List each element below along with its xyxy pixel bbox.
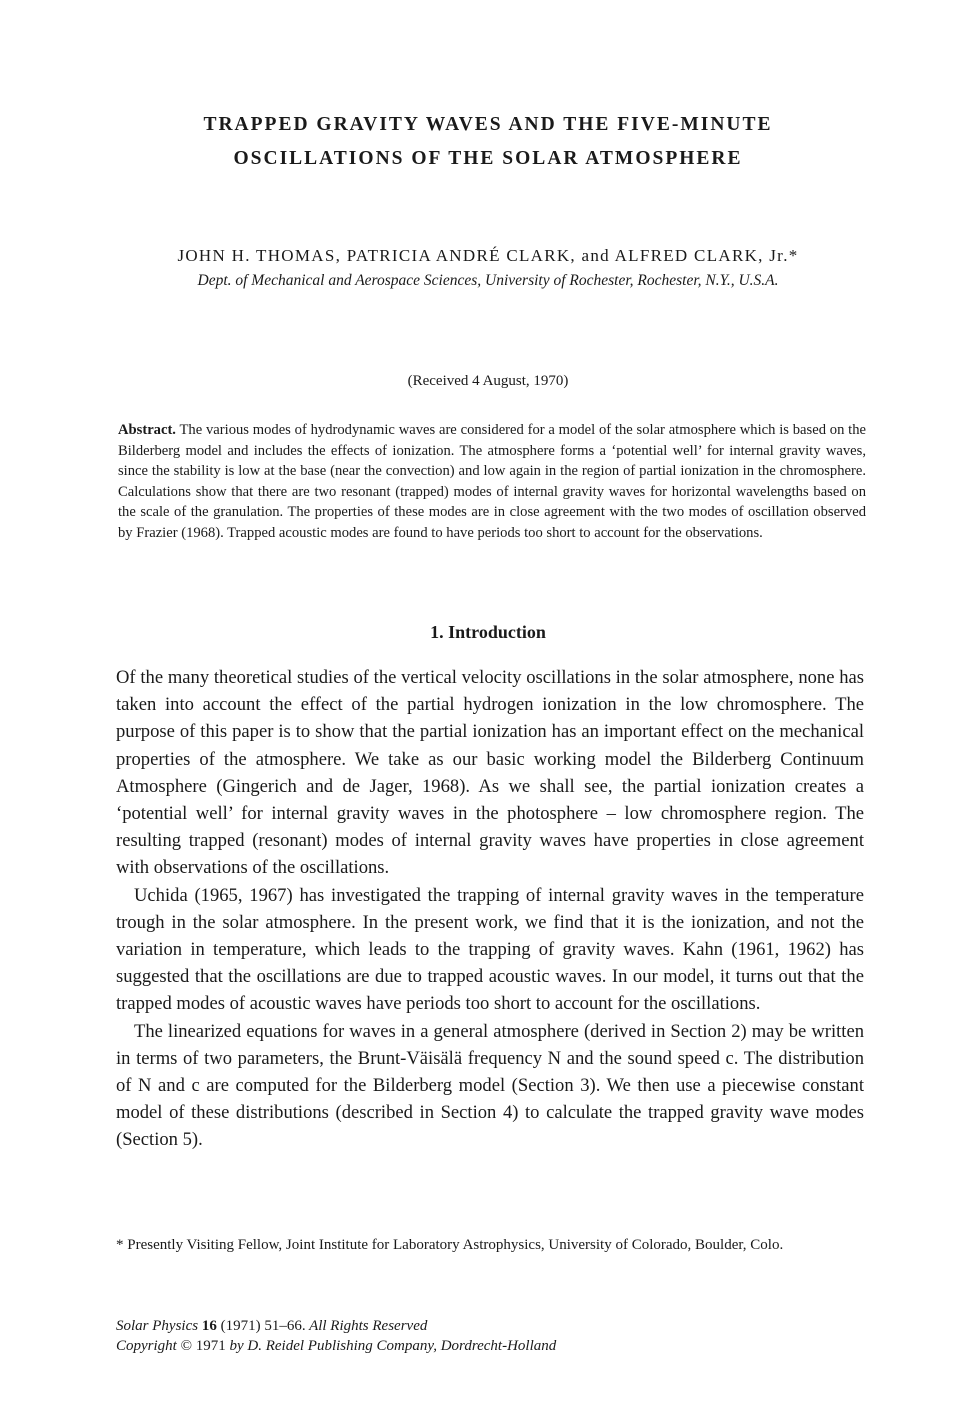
affiliation: Dept. of Mechanical and Aerospace Sciences, University of Rochester, Rochester, N.Y., U.S.A. — [197, 272, 779, 289]
copyright-symbol: © — [180, 1338, 192, 1354]
abstract — [118, 420, 866, 544]
title-line-1: TRAPPED GRAVITY WAVES AND THE FIVE-MINUTE — [203, 114, 773, 135]
received-date: (Received 4 August, 1970) — [407, 373, 569, 389]
journal-name: Solar Physics — [116, 1318, 199, 1334]
publisher: by D. Reidel Publishing Company, Dordrecht-Holland — [229, 1338, 557, 1354]
citation-line-2 — [116, 1336, 864, 1356]
abstract-text: The various modes of hydrodynamic waves are considered for a model of the solar atmosphere which is based on the Bilderberg model and includes the effects of ionization. The atmosphere forms a ‘potential well’ for internal gravity waves, since the stability is low at the base (near the convection) and low again in the region of partial ionization in the chromosphere. Calculations show that there are two resonant (trapped) modes of internal gravity waves for horizontal wavelengths based on the scale of the granulation. The properties of these modes are in close agreement with the two modes of oscillation observed by Frazier (1968). Trapped acoustic modes are found to have periods too short to account for the observations. — [118, 422, 867, 541]
citation-line-1 — [116, 1316, 864, 1336]
footnote: * Presently Visiting Fellow, Joint Institute for Laboratory Astrophysics, University of Colorado, Boulder, Colo. — [116, 1237, 784, 1253]
journal-volume: 16 — [201, 1318, 217, 1334]
introduction-body — [116, 664, 864, 1154]
author-list: JOHN H. THOMAS, PATRICIA ANDRÉ CLARK, and ALFRED CLARK, Jr.* — [177, 246, 799, 265]
journal-citation — [116, 1316, 864, 1356]
copyright-year: 1971 — [195, 1338, 226, 1354]
abstract-label: Abstract. — [118, 422, 176, 438]
journal-rights: All Rights Reserved — [309, 1318, 428, 1334]
paper-title — [0, 108, 976, 176]
title-line-2: OSCILLATIONS OF THE SOLAR ATMOSPHERE — [233, 148, 743, 169]
journal-year-pages: (1971) 51–66. — [220, 1318, 306, 1334]
copyright-label: Copyright — [116, 1338, 177, 1354]
section-heading-introduction: 1. Introduction — [430, 622, 546, 642]
paragraph: Uchida (1965, 1967) has investigated the trapping of internal gravity waves in the temperature trough in the solar atmosphere. In the present work, we find that it is the ionization, and not the variation in temperature, which leads to the trapping of gravity waves. Kahn (1961, 1962) has suggested that the oscillations are due to trapped acoustic waves. In our model, it turns out that the trapped modes of acoustic waves have periods too short to account for the oscillations. — [116, 884, 864, 1015]
paragraph: The linearized equations for waves in a general atmosphere (derived in Section 2) may be written in terms of two parameters, the Brunt-Väisälä frequency N and the sound speed c. The distribution of N and c are computed for the Bilderberg model (Section 3). We then use a piecewise constant model of these distributions (described in Section 4) to calculate the trapped gravity wave modes (Section 5). — [116, 1020, 864, 1151]
paragraph: Of the many theoretical studies of the vertical velocity oscillations in the solar atmosphere, none has taken into account the effect of the partial hydrogen ionization in the low chromosphere. The purpose of this paper is to show that the partial ionization has an important effect on the mechanical properties of the atmosphere. We take as our basic working model the Bilderberg Continuum Atmosphere (Gingerich and de Jager, 1968). As we shall see, the partial ionization creates a ‘potential well’ for internal gravity waves in the photosphere – low chromosphere region. The resulting trapped (resonant) modes of internal gravity waves have properties in close agreement with observations of the oscillations. — [116, 667, 864, 879]
